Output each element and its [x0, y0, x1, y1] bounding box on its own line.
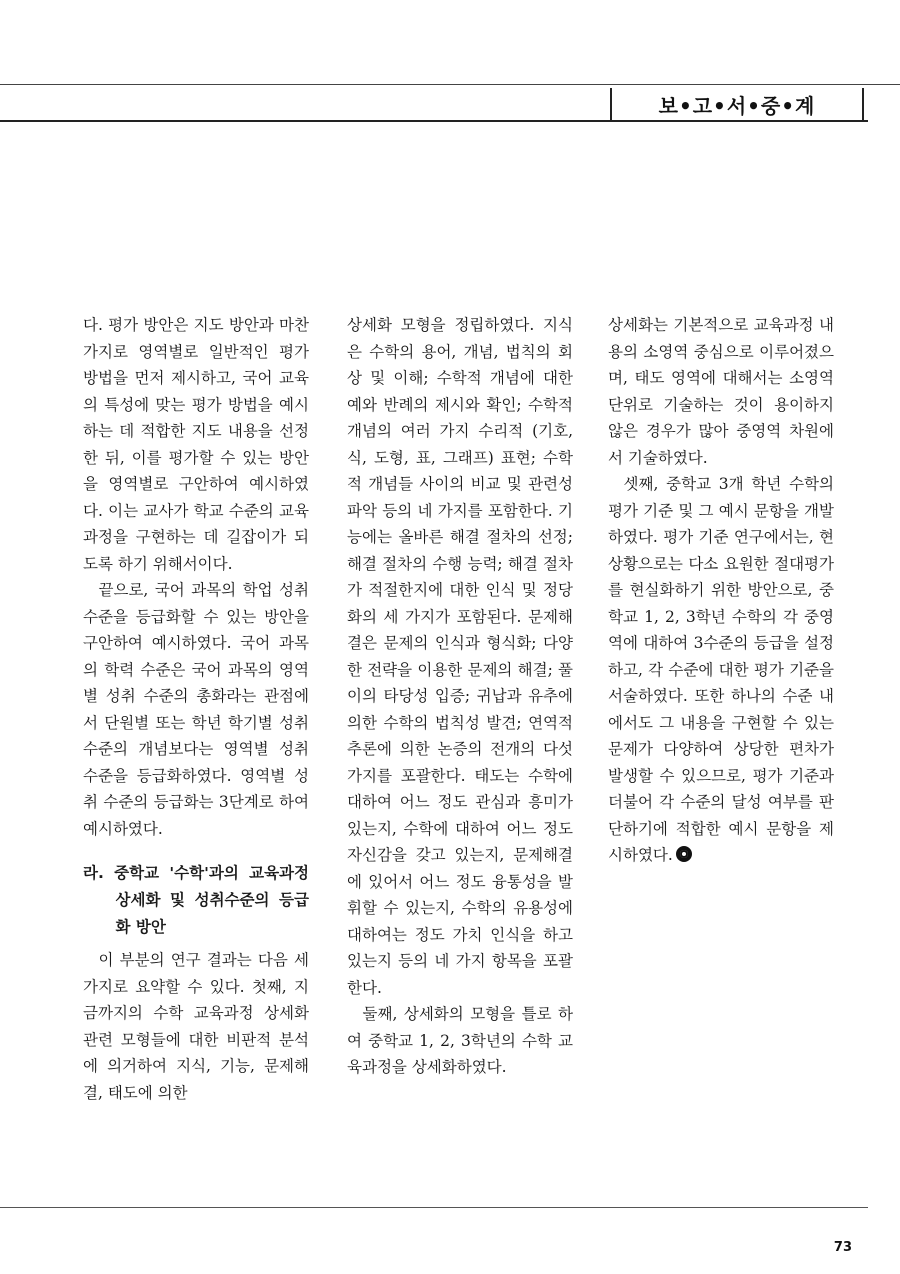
paragraph: 끝으로, 국어 과목의 학업 성취 수준을 등급화할 수 있는 방안을 구안하여 예시하였다. 국어 과목의 학력 수준은 국어 과목의 영역별 성취 수준의 총화라는 관점에서 단원별 또는 학년 학기별 성취 수준의 개념보다는 영역별 성취 수준을 등급화하였다. 영역별 성취 수준의 등급화는 3단계로 하여 예시하였다.	[83, 581, 309, 838]
section-heading: 라. 중학교 '수학'과의 교육과정 상세화 및 성취수준의 등급화 방안	[83, 864, 309, 936]
paragraph: 다. 평가 방안은 지도 방안과 마찬가지로 영역별로 일반적인 평가 방법을 먼저 제시하고, 국어 교육의 특성에 맞는 평가 방법을 예시하는 데 적합한 지도 내용을 선정한 뒤, 이를 평가할 수 있는 방안을 영역별로 구안하여 예시하였다. 이는 교사가 학교 수준의 교육과정을 구현하는 데 길잡이가 되도록 하기 위해서이다.	[83, 316, 309, 573]
paragraph: 상세화 모형을 정립하였다. 지식은 수학의 용어, 개념, 법칙의 회상 및 이해; 수학적 개념에 대한 예와 반례의 제시와 확인; 수학적 개념의 여러 가지 수리적 (기호, 식, 도형, 표, 그래프) 표현; 수학적 개념들 사이의 비교 및 관련성 파악 등의 네 가지를 포함한다. 기능에는 올바른 해결 절차의 선정; 해결 절차의 수행 능력; 해결 절차가 적절한지에 대한 인식 및 정당화의 세 가지가 포함된다. 문제해결은 문제의 인식과 형식화; 다양한 전략을 이용한 문제의 해결; 풀이의 타당성 입증; 귀납과 유추에 의한 수학의 법칙성 발견; 연역적 추론에 의한 논증의 전개의 다섯 가지를 포괄한다. 태도는 수학에 대하여 어느 정도 관심과 흥미가 있는지, 수학에 대하여 어느 정도 자신감을 갖고 있는지, 문제해결에 있어서 어느 정도 융통성을 발휘할 수 있는지, 수학의 유용성에 대하여는 정도 가치 인식을 하고 있는지 등의 네 가지 항목을 포괄한다.	[347, 316, 573, 997]
end-mark-icon	[676, 846, 692, 862]
paragraph: 이 부분의 연구 결과는 다음 세 가지로 요약할 수 있다. 첫째, 지금까지의 수학 교육과정 상세화 관련 모형들에 대한 비판적 분석에 의거하여 지식, 기능, 문제해결, 태도에 의한	[83, 951, 309, 1102]
paragraph: 둘째, 상세화의 모형을 틀로 하여 중학교 1, 2, 3학년의 수학 교육과정을 상세화하였다.	[347, 1005, 573, 1076]
paragraph-text: 셋째, 중학교 3개 학년 수학의 평가 기준 및 그 예시 문항을 개발하였다. 평가 기준 연구에서는, 현 상황으로는 다소 요원한 절대평가를 현실화하기 위한 방안으로, 중학교 1, 2, 3학년 수학의 각 중영역에 대하여 3수준의 등급을 설정하고, 각 수준에 대한 평가 기준을 서술하였다. 또한 하나의 수준 내에서도 그 내용을 구현할 수 있는 문제가 다양하여 상당한 편차가 발생할 수 있으므로, 평가 기준과 더불어 각 수준의 달성 여부를 판단하기에 적합한 예시 문항을 제시하였다.	[608, 475, 834, 864]
paragraph: 상세화는 기본적으로 교육과정 내용의 소영역 중심으로 이루어졌으며, 태도 영역에 대해서는 소영역 단위로 기술하는 것이 용이하지 않은 경우가 많아 중영역 차원에서 기술하였다.	[608, 316, 834, 467]
text-column-3	[608, 312, 834, 869]
page-number: 73	[833, 1240, 852, 1255]
section-title: 보•고•서•중•계	[610, 88, 864, 120]
paragraph	[608, 471, 834, 869]
header-bottom-rule	[0, 120, 868, 122]
text-column-2	[347, 312, 573, 1081]
header-top-rule	[0, 84, 900, 85]
footer-rule	[0, 1207, 868, 1208]
text-column-1	[83, 312, 309, 1106]
